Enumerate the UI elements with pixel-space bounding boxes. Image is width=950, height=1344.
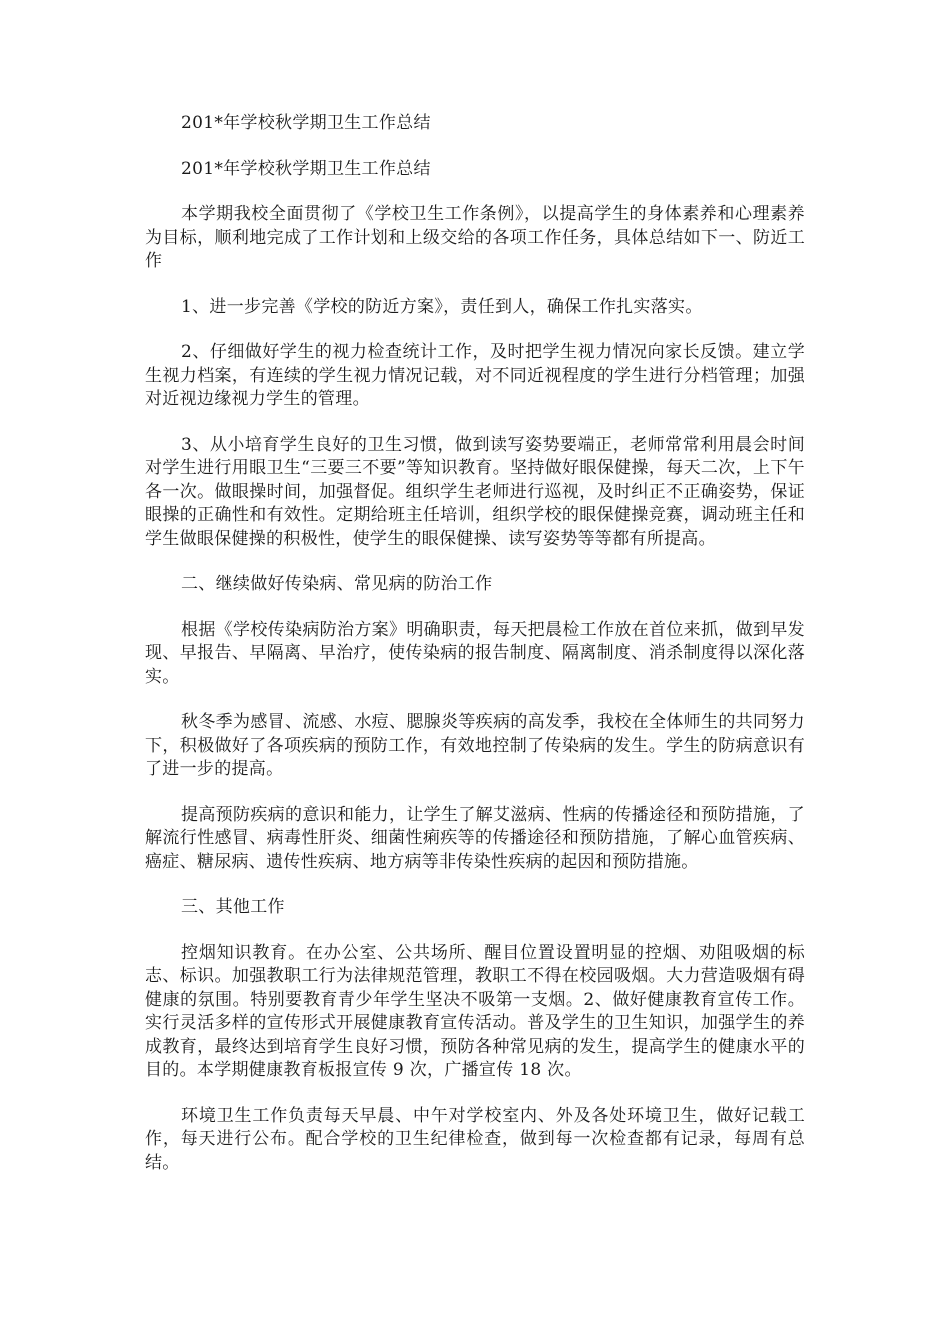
paragraph: 提高预防疾病的意识和能力，让学生了解艾滋病、性病的传播途径和预防措施，了解流行性感冒、病毒性肝炎、细菌性痢疾等的传播途径和预防措施，了解心血管疾病、癌症、糖尿病、遗传性疾病、地方病等非传染性疾病的起因和预防措施。 [145, 804, 805, 872]
document-body [145, 112, 805, 1197]
paragraph: 根据《学校传染病防治方案》明确职责，每天把晨检工作放在首位来抓，做到早发现、早报告、早隔离、早治疗，使传染病的报告制度、隔离制度、消杀制度得以深化落实。 [145, 619, 805, 687]
intro-paragraph: 本学期我校全面贯彻了《学校卫生工作条例》，以提高学生的身体素养和心理素养为目标，顺利地完成了工作计划和上级交给的各项工作任务，具体总结如下一、防近工作 [145, 204, 805, 271]
section-heading-3: 三、其他工作 [181, 897, 285, 917]
document-title: 201*年学校秋学期卫生工作总结 [181, 113, 431, 133]
document-subtitle: 201*年学校秋学期卫生工作总结 [181, 158, 431, 179]
paragraph: 控烟知识教育。在办公室、公共场所、醒目位置设置明显的控烟、劝阻吸烟的标志、标识。加强教职工行为法律规范管理，教职工不得在校园吸烟。大力营造吸烟有碍健康的氛围。特别要教育青少年学生坚决不吸第一支烟。2、做好健康教育宣传工作。实行灵活多样的宣传形式开展健康教育宣传活动。普及学生的卫生知识，加强学生的养成教育，最终达到培育学生良好习惯，预防各种常见病的发生，提高学生的健康水平的目的。本学期健康教育板报宣传 9 次，广播宣传 18 次。 [145, 942, 805, 1080]
section-heading-2: 二、继续做好传染病、常见病的防治工作 [181, 574, 493, 594]
paragraph-item-1: 1、进一步完善《学校的防近方案》，责任到人，确保工作扎实落实。 [181, 296, 703, 317]
paragraph-item-2: 2、仔细做好学生的视力检查统计工作，及时把学生视力情况向家长反馈。建立学生视力档案，有连续的学生视力情况记载，对不同近视程度的学生进行分档管理；加强对近视边缘视力学生的管理。 [145, 342, 805, 409]
paragraph: 秋冬季为感冒、流感、水痘、腮腺炎等疾病的高发季，我校在全体师生的共同努力下，积极做好了各项疾病的预防工作，有效地控制了传染病的发生。学生的防病意识有了进一步的提高。 [145, 712, 805, 779]
paragraph-item-3: 3、从小培育学生良好的卫生习惯，做到读写姿势要端正，老师常常利用晨会时间对学生进行用眼卫生“三要三不要”等知识教育。坚持做好眼保健操，每天二次，上下午各一次。做眼操时间，加强督促。组织学生老师进行巡视，及时纠正不正确姿势，保证眼操的正确性和有效性。定期给班主任培训，组织学校的眼保健操竞赛，调动班主任和学生做眼保健操的积极性，使学生的眼保健操、读写姿势等等都有所提高。 [145, 434, 805, 549]
paragraph: 环境卫生工作负责每天早晨、中午对学校室内、外及各处环境卫生，做好记载工作，每天进行公布。配合学校的卫生纪律检查，做到每一次检查都有记录，每周有总结。 [145, 1105, 805, 1173]
